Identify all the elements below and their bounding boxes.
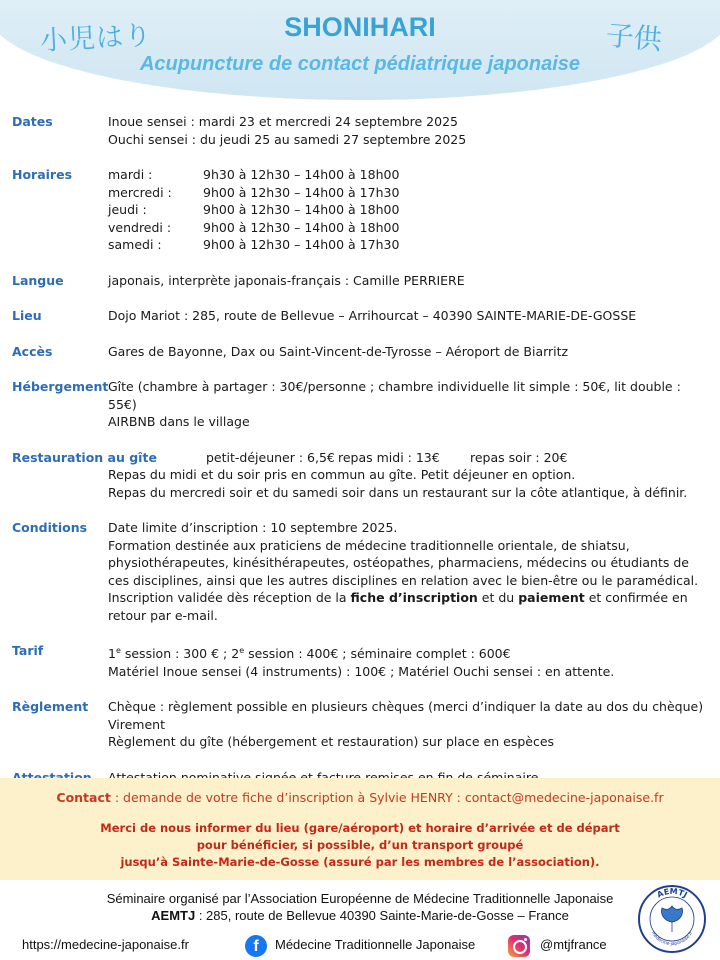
dates-label: Dates: [12, 114, 53, 129]
schedule-hours: 9h00 à 12h30 – 14h00 à 17h30: [203, 237, 400, 252]
schedule-hours: 9h30 à 12h30 – 14h00 à 18h00: [203, 167, 400, 182]
tarif-section: [12, 642, 712, 680]
meal-price: repas midi : 13€: [338, 449, 440, 465]
restauration-line: Repas du midi et du soir pris en commun au gîte. Petit déjeuner en option.: [108, 467, 576, 482]
page-subtitle: Acupuncture de contact pédiatrique japonaise: [139, 53, 581, 75]
instagram-link[interactable]: @mtjfrance: [540, 937, 607, 952]
restauration-line: Repas du mercredi soir et du samedi soir dans un restaurant sur la côte atlantique, à définir.: [108, 484, 688, 500]
transport-note-line: Merci de nous informer du lieu (gare/aéroport) et horaire d’arrivée et de départ: [100, 821, 620, 835]
conditions-label: Conditions: [12, 520, 88, 535]
reglement-section: [12, 698, 712, 751]
instagram-icon[interactable]: [508, 935, 530, 957]
restauration-section: [12, 449, 712, 502]
acces-section: [12, 343, 712, 361]
schedule-row: [108, 219, 712, 237]
horaires-section: [12, 166, 712, 254]
langue-section: [12, 272, 712, 290]
schedule-row: [108, 184, 712, 202]
seminar-details: [12, 113, 712, 786]
schedule-day: mardi :: [108, 167, 153, 182]
dates-section: [12, 113, 712, 148]
contact-email-text[interactable]: : demande de votre fiche d’inscription à Sylvie HENRY : contact@medecine-japonaise.fr: [110, 790, 664, 805]
organizer-line: Séminaire organisé par l’Association Européenne de Médecine Traditionnelle Japonaise: [106, 891, 614, 906]
contact-label: Contact: [56, 790, 111, 805]
hebergement-section: [12, 378, 712, 431]
facebook-link[interactable]: Médecine Traditionnelle Japonaise: [275, 937, 476, 952]
schedule-row: [108, 236, 712, 254]
lieu-section: [12, 307, 712, 325]
dates-line: Inoue sensei : mardi 23 et mercredi 24 septembre 2025: [108, 114, 458, 129]
organizer-address: AEMTJ : 285, route de Bellevue 40390 Sainte-Marie-de-Gosse – France: [151, 908, 569, 923]
hebergement-line: AIRBNB dans le village: [108, 414, 250, 429]
tarif-material: Matériel Inoue sensei (4 instruments) : 100€ ; Matériel Ouchi sensei : en attente.: [108, 663, 615, 679]
schedule-day: jeudi :: [108, 202, 147, 217]
website-link[interactable]: https://medecine-japonaise.fr: [22, 937, 189, 952]
kanji-kodomo: 子供: [604, 18, 664, 57]
dates-line: Ouchi sensei : du jeudi 25 au samedi 27 septembre 2025: [108, 131, 467, 147]
schedule-hours: 9h00 à 12h30 – 14h00 à 17h30: [203, 184, 400, 200]
contact-box: [0, 778, 720, 880]
reglement-line: Virement: [108, 716, 165, 732]
schedule-row: [108, 166, 712, 184]
meal-price: repas soir : 20€: [470, 449, 568, 465]
restauration-label: Restauration au gîte: [12, 449, 157, 465]
logo-ring-text: médecine-japonaise.fr: [649, 930, 695, 948]
conditions-inscription: Inscription validée dès réception de la fiche d’inscription et du paiement et confirmée en retour par e-mail.: [108, 590, 688, 623]
transport-note-line: pour bénéficier, si possible, d’un transport groupé: [196, 838, 524, 852]
schedule-row: [108, 201, 712, 219]
conditions-section: [12, 519, 712, 624]
langue-text: japonais, interprète japonais-français : Camille PERRIERE: [108, 272, 465, 288]
kanji-shonihari: 小児はり: [39, 20, 153, 57]
logo-text: AEMTJ: [655, 886, 689, 900]
hebergement-line: Gîte (chambre à partager : 30€/personne ; chambre individuelle lit simple : 50€, lit double : 55€): [108, 379, 681, 412]
schedule-hours: 9h00 à 12h30 – 14h00 à 18h00: [203, 219, 400, 235]
schedule-hours: 9h00 à 12h30 – 14h00 à 18h00: [203, 202, 400, 217]
schedule-day: mercredi :: [108, 184, 172, 200]
page-title: SHONIHARI: [284, 12, 436, 42]
horaires-label: Horaires: [12, 167, 73, 182]
header: [0, 0, 720, 100]
lieu-text: Dojo Mariot : 285, route de Bellevue – Arrihourcat – 40390 SAINTE-MARIE-DE-GOSSE: [108, 308, 637, 323]
lieu-label: Lieu: [12, 308, 42, 323]
transport-note: [0, 820, 720, 871]
tarif-label: Tarif: [12, 643, 44, 658]
langue-label: Langue: [12, 272, 64, 288]
transport-note-line: jusqu’à Sainte-Marie-de-Gosse (assuré par les membres de l’association).: [120, 855, 600, 869]
conditions-deadline: Date limite d’inscription : 10 septembre 2025.: [108, 520, 398, 535]
conditions-audience: Formation destinée aux praticiens de médecine traditionnelle orientale, de shiatsu, physiothérapeutes, kinésithérapeutes, ostéopathes, pharmaciens, médecins ou étudiants de ces disciplines, ainsi que les autres disciplines en relation avec le bien-être ou le paramédical.: [108, 537, 699, 588]
footer-links: [0, 935, 720, 955]
schedule-day: samedi :: [108, 237, 162, 252]
schedule-day: vendredi :: [108, 219, 172, 235]
acces-label: Accès: [12, 343, 53, 359]
reglement-line: Règlement du gîte (hébergement et restauration) sur place en espèces: [108, 734, 555, 750]
facebook-icon[interactable]: f: [245, 935, 267, 957]
tarif-sessions: 1e session : 300 € ; 2e session : 400€ ; séminaire complet : 600€: [108, 646, 511, 662]
aemtj-logo: [637, 884, 707, 954]
contact-line: [0, 790, 720, 805]
meal-price: petit-déjeuner : 6,5€: [206, 449, 335, 465]
acces-text: Gares de Bayonne, Dax ou Saint-Vincent-de-Tyrosse – Aéroport de Biarritz: [108, 343, 569, 359]
reglement-label: Règlement: [12, 699, 89, 715]
reglement-line: Chèque : règlement possible en plusieurs chèques (merci d’indiquer la date au dos du chèque): [108, 699, 704, 715]
footer-organizer: [0, 890, 720, 924]
hebergement-label: Hébergement: [12, 379, 109, 394]
